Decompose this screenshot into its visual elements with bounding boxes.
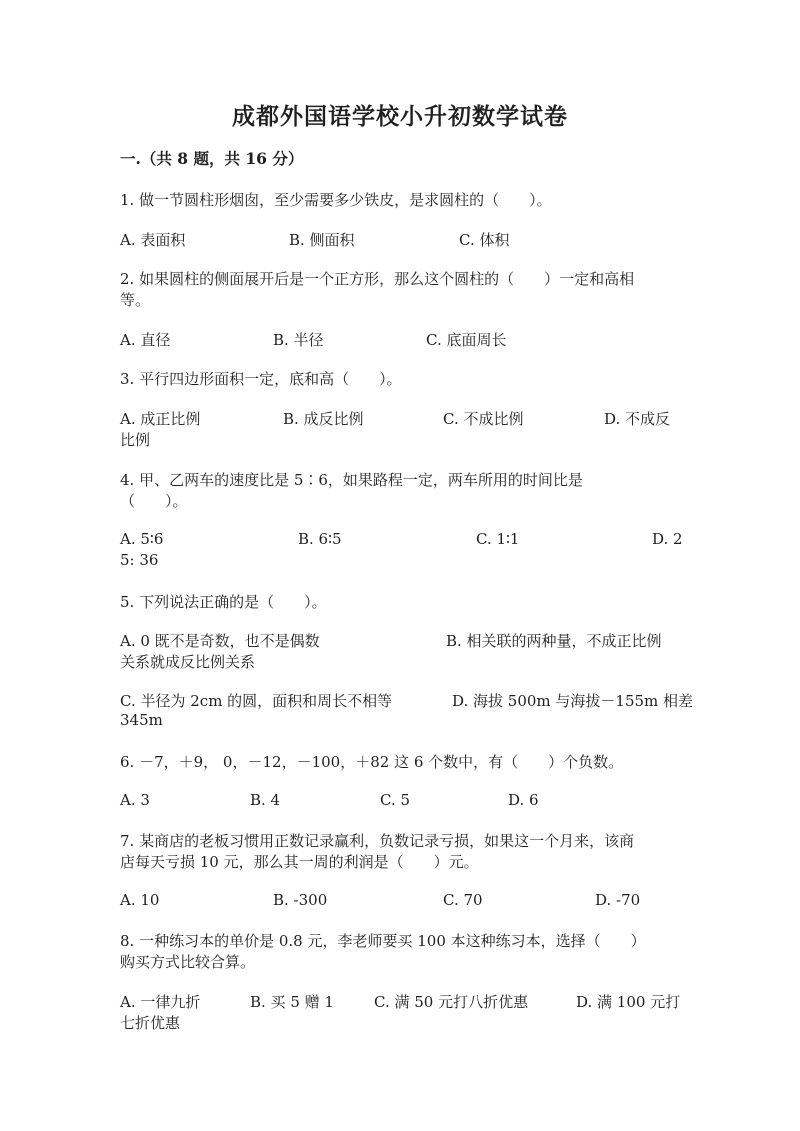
q1-option-b: B. 侧面积 bbox=[289, 231, 355, 249]
q4-option-d: D. 2 bbox=[652, 530, 683, 548]
q1-option-a: A. 表面积 bbox=[120, 231, 186, 249]
question-8-text-cont: 购买方式比较合算。 bbox=[120, 953, 256, 971]
q4-option-a: A. 5∶6 bbox=[120, 530, 164, 548]
question-6-text: 6. －7，＋9， 0，－12，－100，＋82 这 6 个数中，有（ ）个负数。 bbox=[120, 753, 624, 771]
q5-option-c: C. 半径为 2cm 的圆，面积和周长不相等 bbox=[120, 692, 393, 710]
q3-option-d-cont: 比例 bbox=[120, 431, 151, 449]
q7-option-c: C. 70 bbox=[443, 891, 483, 909]
q3-option-c: C. 不成比例 bbox=[443, 410, 524, 428]
question-3-text: 3. 平行四边形面积一定，底和高（ ）。 bbox=[120, 370, 402, 388]
q8-option-d-cont: 七折优惠 bbox=[120, 1014, 181, 1032]
question-7-text-cont: 店每天亏损 10 元，那么其一周的利润是（ ）元。 bbox=[120, 853, 479, 871]
q4-option-b: B. 6∶5 bbox=[298, 530, 342, 548]
q8-option-b: B. 买 5 赠 1 bbox=[250, 993, 334, 1011]
question-2-text-cont: 等。 bbox=[120, 291, 151, 309]
q7-option-d: D. -70 bbox=[595, 891, 641, 909]
q8-option-d: D. 满 100 元打 bbox=[576, 993, 681, 1011]
section-heading: 一.（共 8 题，共 16 分） bbox=[120, 149, 304, 168]
q6-option-c: C. 5 bbox=[380, 791, 411, 809]
q6-option-b: B. 4 bbox=[250, 791, 281, 809]
question-2-text: 2. 如果圆柱的侧面展开后是一个正方形，那么这个圆柱的（ ）一定和高相 bbox=[120, 270, 635, 288]
q4-option-d-cont: 5: 36 bbox=[120, 551, 159, 569]
question-5-text: 5. 下列说法正确的是（ ）。 bbox=[120, 593, 327, 611]
q2-option-b: B. 半径 bbox=[273, 331, 324, 349]
exam-title: 成都外国语学校小升初数学试卷 bbox=[232, 103, 568, 130]
q2-option-c: C. 底面周长 bbox=[426, 331, 507, 349]
question-4-text-cont: （ ）。 bbox=[120, 492, 188, 510]
q8-option-c: C. 满 50 元打八折优惠 bbox=[374, 993, 529, 1011]
q3-option-d: D. 不成反 bbox=[604, 410, 671, 428]
q5-option-d: D. 海拔 500m 与海拔－155m 相差 bbox=[452, 692, 694, 710]
q3-option-b: B. 成反比例 bbox=[283, 410, 364, 428]
q5-option-d-cont: 345m bbox=[120, 711, 163, 729]
q5-option-a: A. 0 既不是奇数，也不是偶数 bbox=[120, 632, 320, 650]
q3-option-a: A. 成正比例 bbox=[120, 410, 201, 428]
q6-option-d: D. 6 bbox=[508, 791, 539, 809]
q8-option-a: A. 一律九折 bbox=[120, 993, 201, 1011]
q5-option-b: B. 相关联的两种量，不成正比例 bbox=[446, 632, 662, 650]
q1-option-c: C. 体积 bbox=[459, 231, 510, 249]
q5-option-b-cont: 关系就成反比例关系 bbox=[120, 653, 256, 671]
question-1-text: 1. 做一节圆柱形烟囱，至少需要多少铁皮，是求圆柱的（ ）。 bbox=[120, 191, 552, 209]
q7-option-b: B. -300 bbox=[273, 891, 328, 909]
question-8-text: 8. 一种练习本的单价是 0.8 元，李老师要买 100 本这种练习本，选择（ ） bbox=[120, 932, 646, 950]
q6-option-a: A. 3 bbox=[120, 791, 150, 809]
q7-option-a: A. 10 bbox=[120, 891, 160, 909]
q2-option-a: A. 直径 bbox=[120, 331, 171, 349]
question-7-text: 7. 某商店的老板习惯用正数记录赢利，负数记录亏损，如果这一个月来，该商 bbox=[120, 832, 635, 850]
question-4-text: 4. 甲、乙两车的速度比是 5∶6，如果路程一定，两车所用的时间比是 bbox=[120, 471, 583, 489]
q4-option-c: C. 1∶1 bbox=[476, 530, 520, 548]
